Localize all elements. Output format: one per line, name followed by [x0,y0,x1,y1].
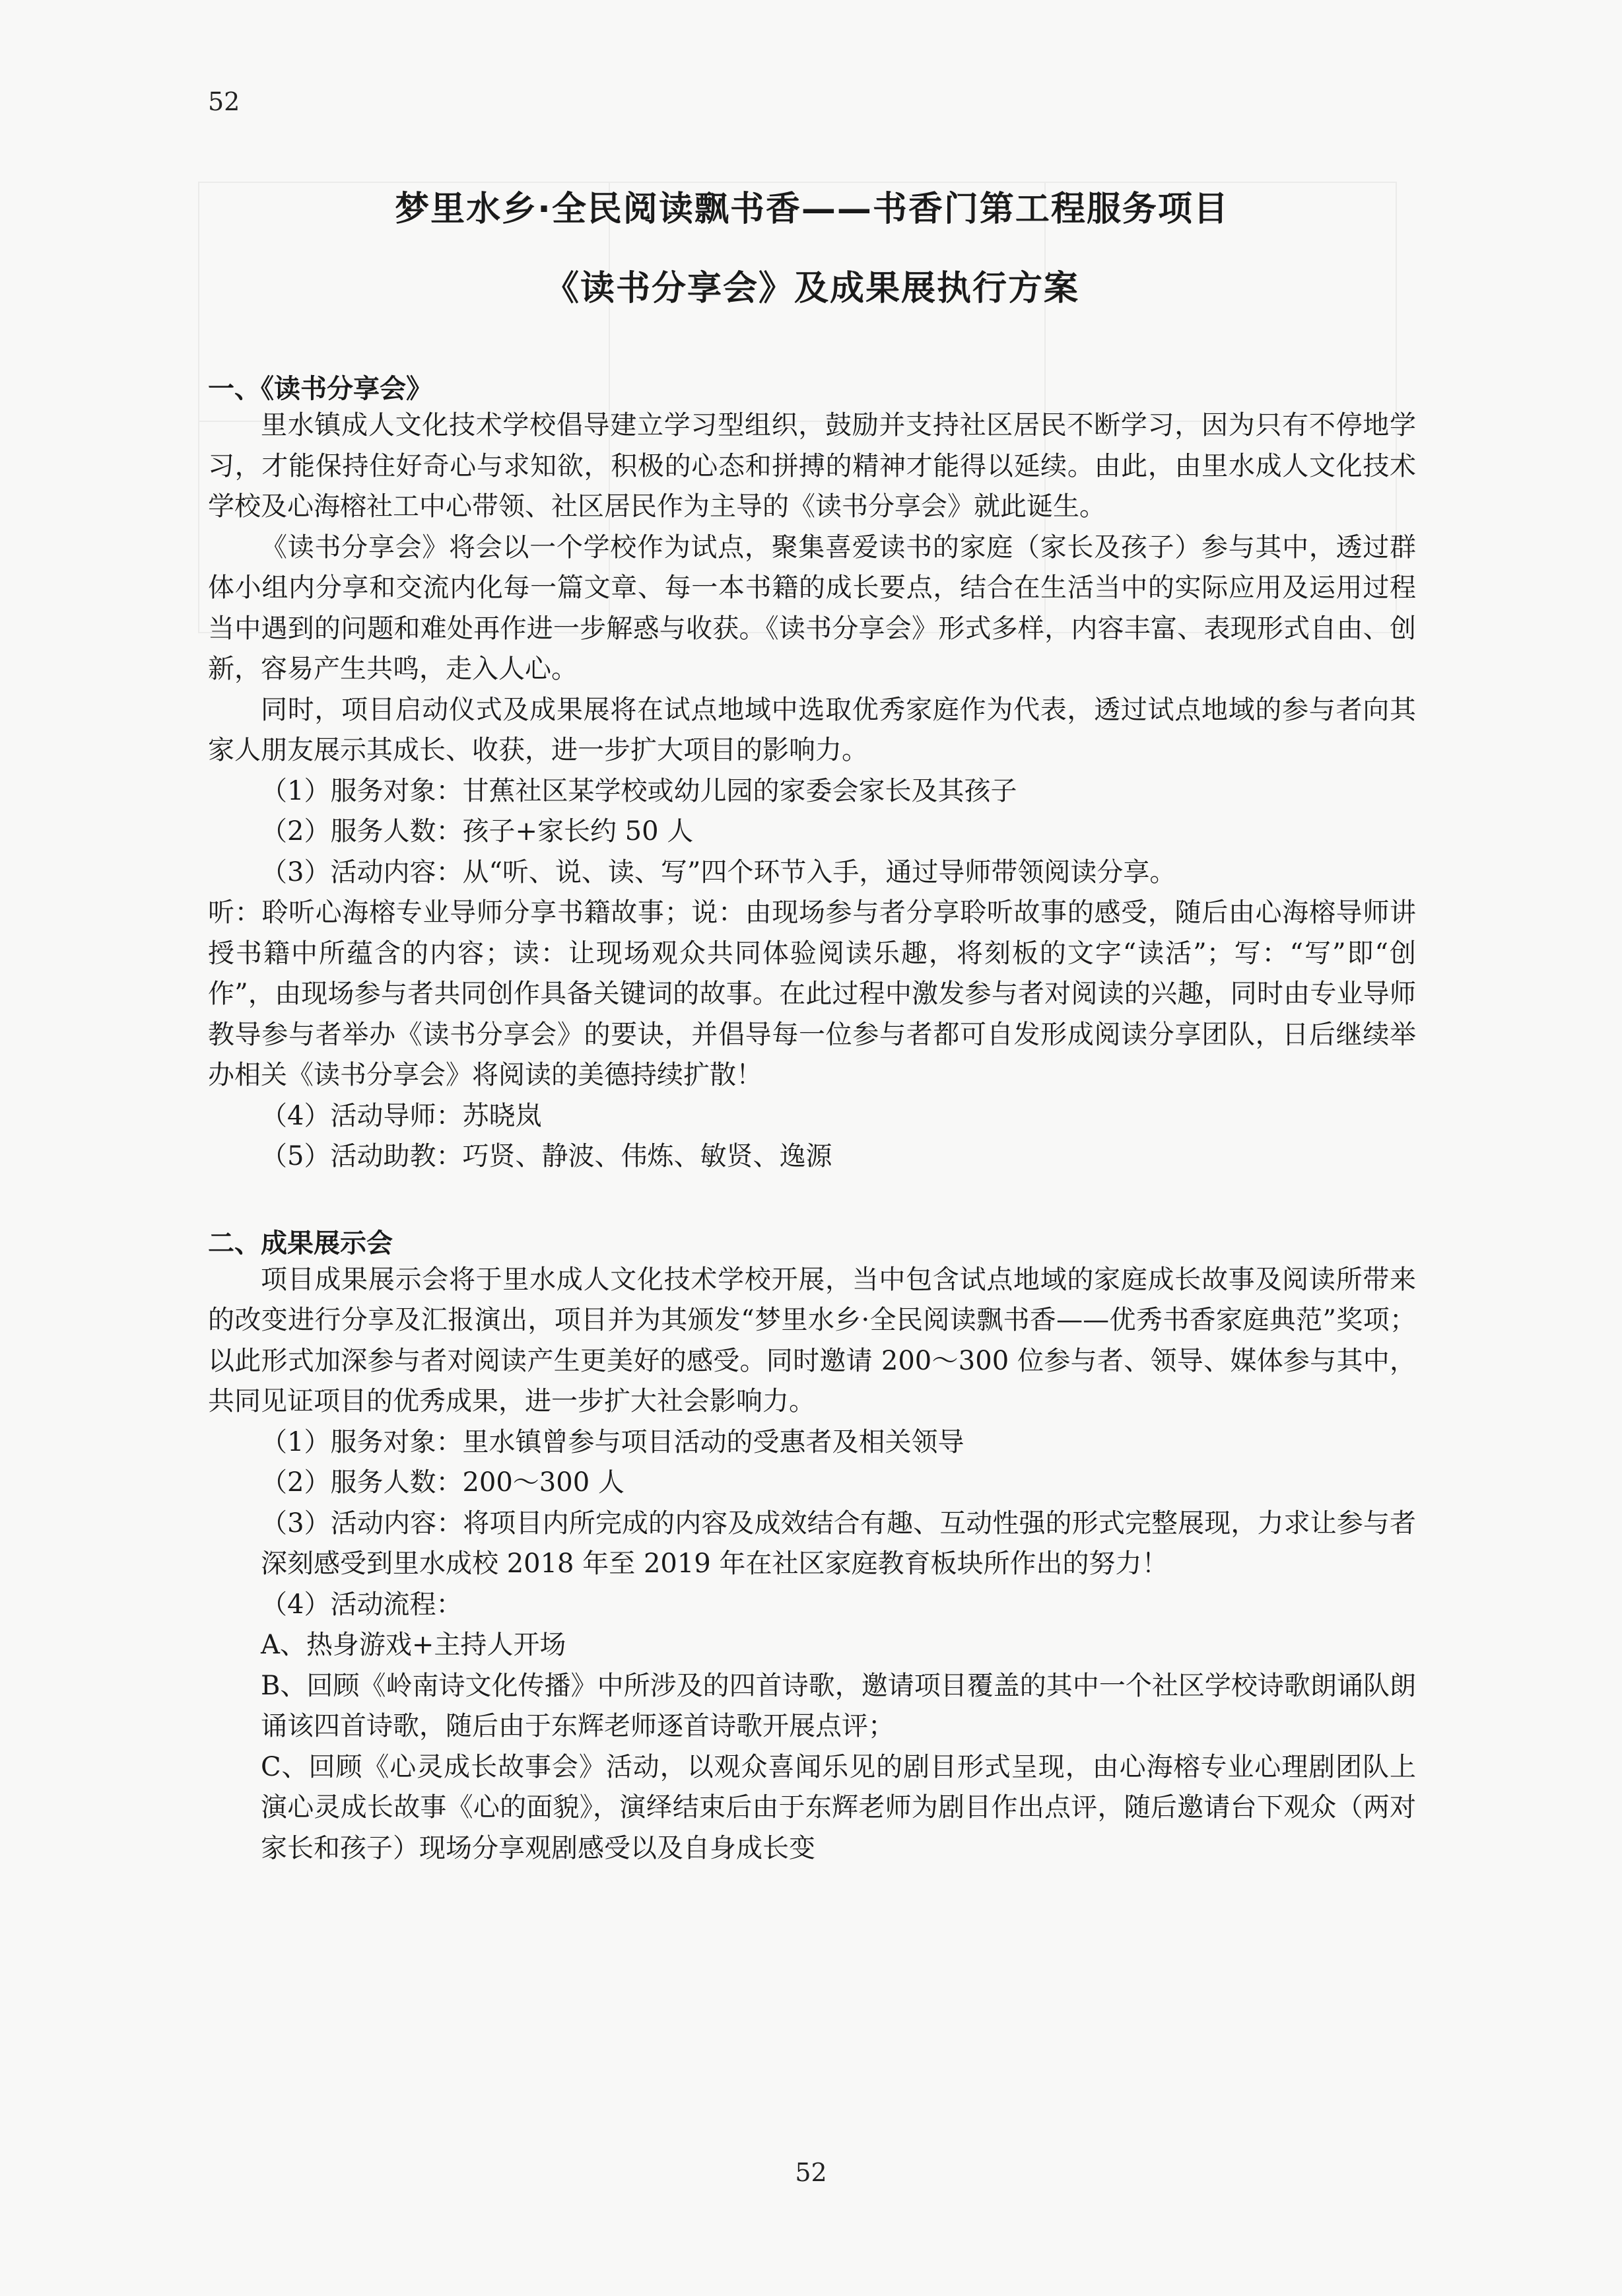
flow-step-a: A、热身游戏+主持人开场 [261,1630,566,1660]
document-body [208,188,1416,1869]
section2-item-service-target: （1）服务对象：里水镇曾参与项目活动的受惠者及相关领导 [261,1426,964,1457]
document-title-line2: 《读书分享会》及成果展执行方案 [544,269,1079,308]
flow-step-b: B、回顾《岭南诗文化传播》中所涉及的四首诗歌，邀请项目覆盖的其中一个社区学校诗歌朗诵队朗诵该四首诗歌，随后由于东辉老师逐首诗歌开展点评； [261,1670,1416,1741]
section1-paragraph: 《读书分享会》将会以一个学校作为试点，聚集喜爱读书的家庭（家长及孩子）参与其中，透过群体小组内分享和交流内化每一篇文章、每一本书籍的成长要点，结合在生活当中的实际应用及运用过程当中遇到的问题和难处再作进一步解惑与收获。《读书分享会》形式多样，内容丰富、表现形式自由、创新，容易产生共鸣，走入人心。 [208,532,1416,684]
section1-paragraph: 同时，项目启动仪式及成果展将在试点地域中选取优秀家庭作为代表，透过试点地域的参与者向其家人朋友展示其成长、收获，进一步扩大项目的影响力。 [208,694,1416,765]
section1-item-service-count: （2）服务人数：孩子+家长约 50 人 [261,816,694,847]
section2-item-activity-flow: （4）活动流程： [261,1589,463,1620]
section1-item-mentor: （4）活动导师：苏晓岚 [261,1100,542,1131]
document-title-line1: 梦里水乡·全民阅读飘书香——书香门第工程服务项目 [395,190,1229,229]
section1-item-service-target: （1）服务对象：甘蕉社区某学校或幼儿园的家委会家长及其孩子 [261,775,1017,806]
section1-activity-content-body: 听：聆听心海榕专业导师分享书籍故事；说：由现场参与者分享聆听故事的感受，随后由心海榕导师讲授书籍中所蕴含的内容；读：让现场观众共同体验阅读乐趣，将刻板的文字“读活”；写：“写”即“创作”，由现场参与者共同创作具备关键词的故事。在此过程中激发参与者对阅读的兴趣，同时由专业导师教导参与者举办《读书分享会》的要诀，并倡导每一位参与者都可自发形成阅读分享团队，日后继续举办相关《读书分享会》将阅读的美德持续扩散！ [208,897,1416,1090]
page-number-bottom: 52 [795,2158,827,2187]
section1-item-assistants: （5）活动助教：巧贤、静波、伟炼、敏贤、逸源 [261,1141,832,1171]
section1-item-activity-content: （3）活动内容：从“听、说、读、写”四个环节入手，通过导师带领阅读分享。 [261,856,1176,887]
flow-step-c: C、回顾《心灵成长故事会》活动，以观众喜闻乐见的剧目形式呈现，由心海榕专业心理剧团队上演心灵成长故事《心的面貌》，演绎结束后由于东辉老师为剧目作出点评，随后邀请台下观众（两对家长和孩子）现场分享观剧感受以及自身成长变 [261,1751,1416,1863]
section2-heading: 二、成果展示会 [208,1228,393,1259]
section2-item-activity-content: （3）活动内容：将项目内所完成的内容及成效结合有趣、互动性强的形式完整展现，力求让参与者深刻感受到里水成校 2018 年至 2019 年在社区家庭教育板块所作出的努力！ [261,1508,1416,1579]
page-number-top: 52 [208,87,240,116]
section2-paragraph: 项目成果展示会将于里水成人文化技术学校开展，当中包含试点地域的家庭成长故事及阅读所带来的改变进行分享及汇报演出，项目并为其颁发“梦里水乡·全民阅读飘书香——优秀书香家庭典范”奖项；以此形式加深参与者对阅读产生更美好的感受。同时邀请 200～300 位参与者、领导、媒体参与其中，共同见证项目的优秀成果，进一步扩大社会影响力。 [208,1264,1416,1416]
section1-paragraph: 里水镇成人文化技术学校倡导建立学习型组织，鼓励并支持社区居民不断学习，因为只有不停地学习，才能保持住好奇心与求知欲，积极的心态和拼搏的精神才能得以延续。由此，由里水成人文化技术学校及心海榕社工中心带领、社区居民作为主导的《读书分享会》就此诞生。 [208,410,1416,522]
section1-heading: 一、《读书分享会》 [208,374,432,404]
section2-item-service-count: （2）服务人数：200～300 人 [261,1467,625,1498]
